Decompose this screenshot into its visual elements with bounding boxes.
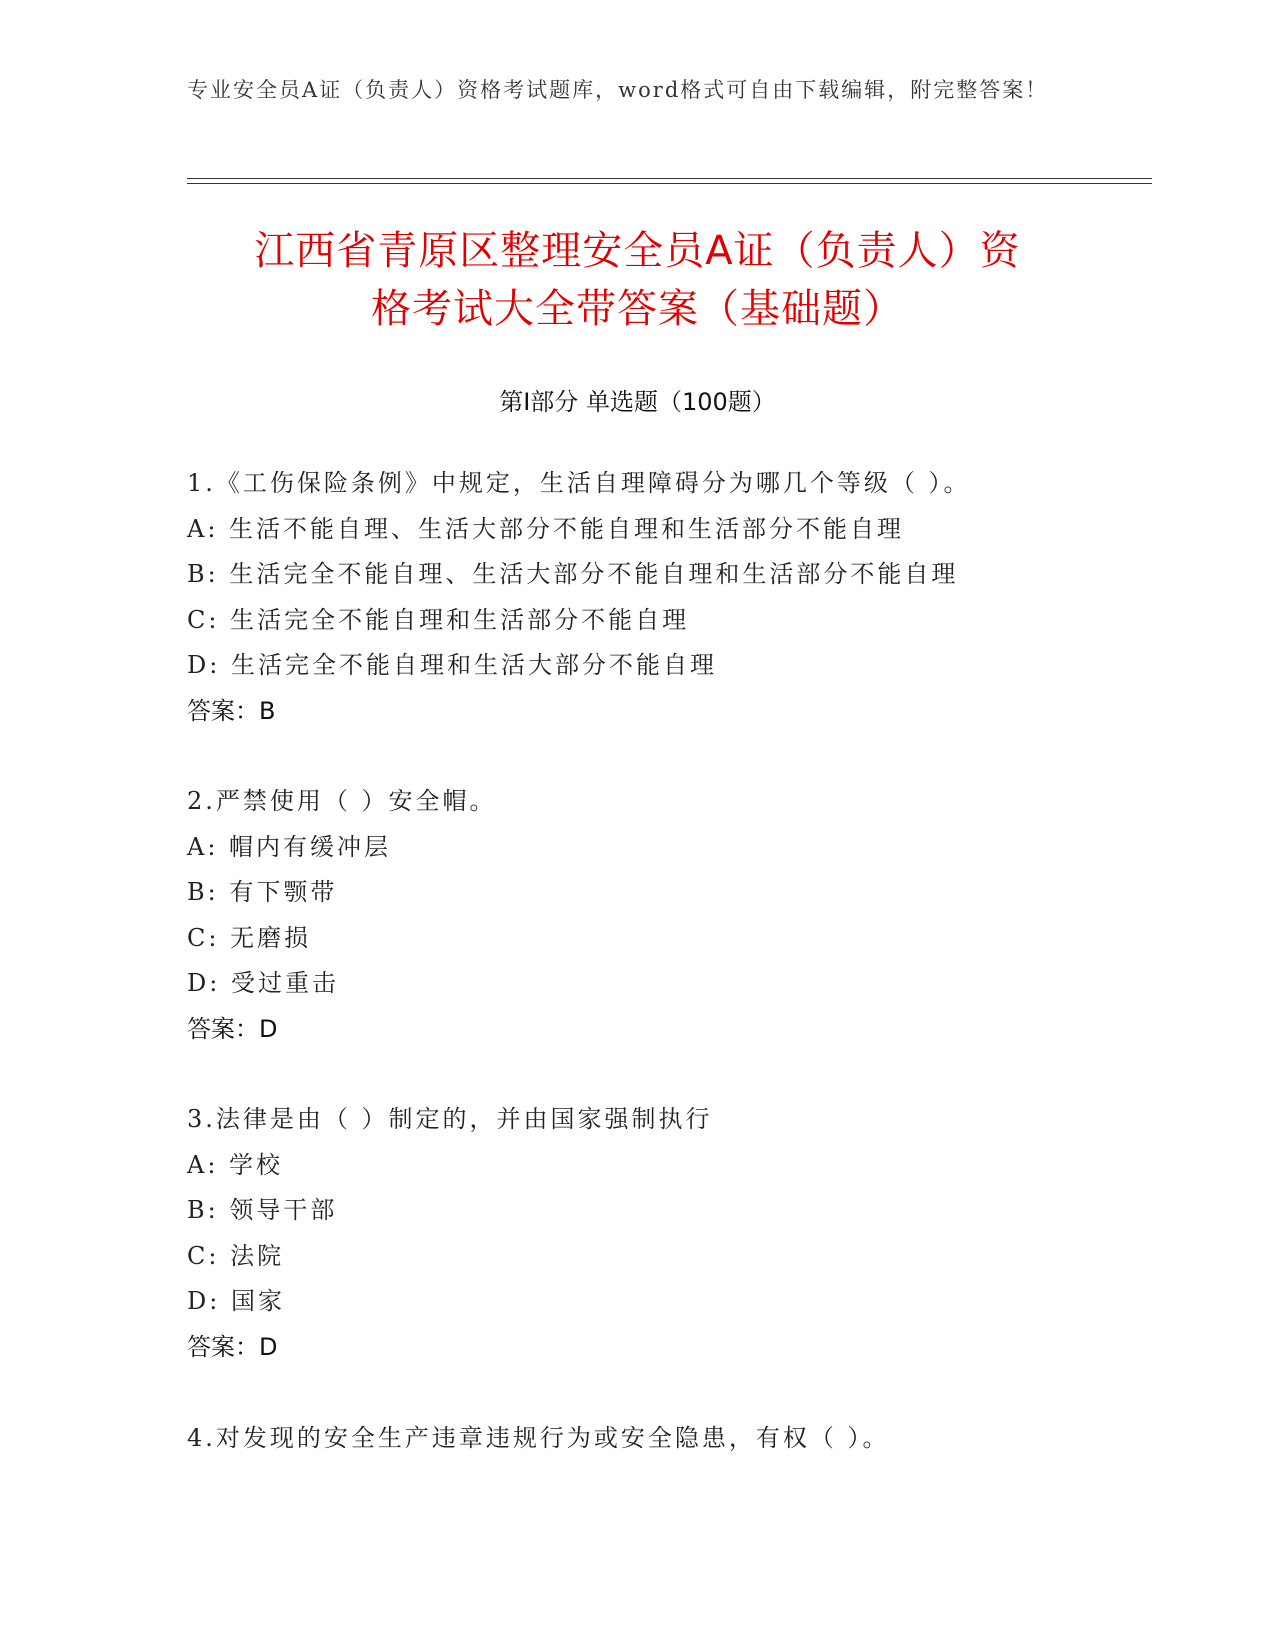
option-c: C: 无磨损 [187,923,312,952]
option-d: D: 生活完全不能自理和生活大部分不能自理 [187,651,717,679]
question-4 [187,1416,1187,1462]
header-note: 专业安全员A证（负责人）资格考试题库，word格式可自由下载编辑，附完整答案！ [187,78,1049,102]
question-stem: 1.《工伤保险条例》中规定，生活自理障碍分为哪几个等级（ ）。 [187,469,971,497]
option-c: C: 法院 [187,1241,285,1270]
option-d: D: 国家 [187,1287,285,1315]
question-3 [187,1097,1187,1370]
document-title-line-1: 江西省青原区整理安全员A证（负责人）资 [254,228,1021,274]
option-d: D: 受过重击 [187,969,339,997]
option-c: C: 生活完全不能自理和生活部分不能自理 [187,605,690,634]
answer-label: 答案：B [187,696,276,725]
option-a: A: 帽内有缓冲层 [187,832,392,861]
question-stem: 3.法律是由（ ）制定的，并由国家强制执行 [187,1105,713,1133]
option-b: B: 领导干部 [187,1196,338,1224]
question-2 [187,779,1187,1052]
question-stem: 4.对发现的安全生产违章违规行为或安全隐患，有权（ ）。 [187,1424,890,1452]
question-stem: 2.严禁使用（ ）安全帽。 [187,787,497,815]
document-title-line-2: 格考试大全带答案（基础题） [371,286,904,332]
option-b: B: 生活完全不能自理、生活大部分不能自理和生活部分不能自理 [187,560,959,588]
question-1 [187,461,1187,734]
option-a: A: 学校 [187,1150,284,1179]
header-divider-bottom [187,183,1152,184]
answer-label: 答案：D [187,1014,278,1043]
section-heading: 第I部分 单选题（100题） [499,388,776,416]
document-title [150,222,1125,338]
answer-label: 答案：D [187,1332,278,1361]
option-b: B: 有下颚带 [187,878,338,906]
option-a: A: 生活不能自理、生活大部分不能自理和生活部分不能自理 [187,514,905,543]
header-divider-top [187,178,1152,179]
